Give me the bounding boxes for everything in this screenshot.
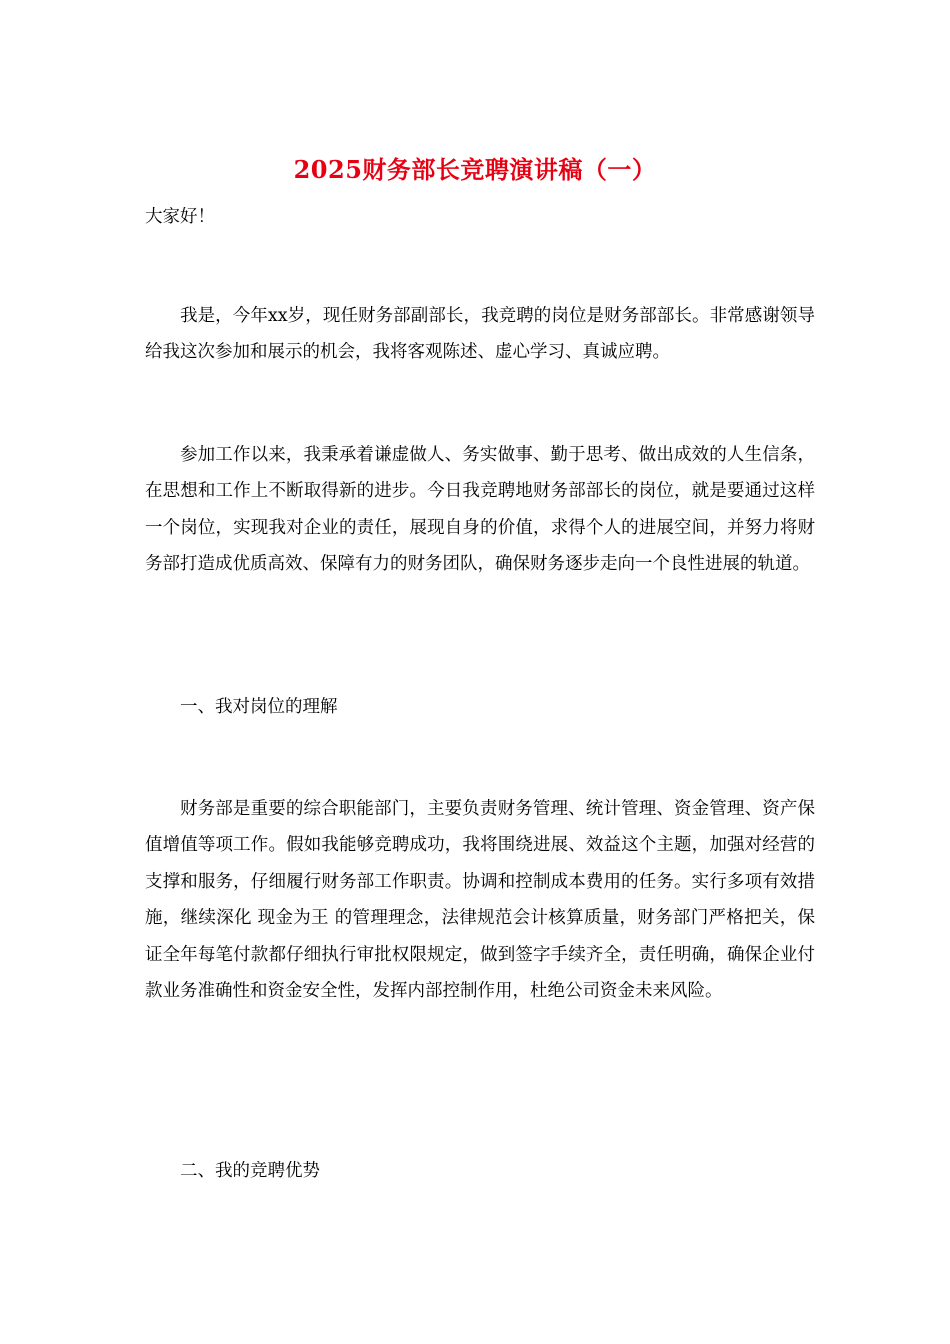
section-heading-advantages: 二、我的竞聘优势 — [180, 1161, 320, 1181]
paragraph-experience: 参加工作以来，我秉承着谦虚做人、务实做事、勤于思考、做出成效的人生信条，在思想和工作上不断取得新的进步。今日我竞聘地财务部部长的岗位，就是要通过这样一个岗位，实现我对企业的责任，展现自身的价值，求得个人的进展空间，并努力将财务部打造成优质高效、保障有力的财务团队，确保财务逐步走向一个良性进展的轨道。 — [145, 445, 815, 575]
greeting: 大家好！ — [145, 207, 215, 227]
section-heading-understanding: 一、我对岗位的理解 — [180, 697, 338, 717]
document-title: 2025财务部长竞聘演讲稿（一） — [293, 155, 657, 184]
paragraph-understanding: 财务部是重要的综合职能部门，主要负责财务管理、统计管理、资金管理、资产保值增值等项工作。假如我能够竞聘成功，我将围绕进展、效益这个主题，加强对经营的支撑和服务，仔细履行财务部工作职责。协调和控制成本费用的任务。实行多项有效措施，继续深化 现金为王 的管理理念，法律规范会计核算质量，财务部门严格把关，保证全年每笔付款都仔细执行审批权限规定，做到签字手续齐全，责任明确，确保企业付款业务准确性和资金安全性，发挥内部控制作用，杜绝公司资金未来风险。 — [145, 799, 815, 1002]
paragraph-intro: 我是，今年xx岁，现任财务部副部长，我竞聘的岗位是财务部部长。非常感谢领导给我这次参加和展示的机会，我将客观陈述、虚心学习、真诚应聘。 — [145, 306, 815, 363]
